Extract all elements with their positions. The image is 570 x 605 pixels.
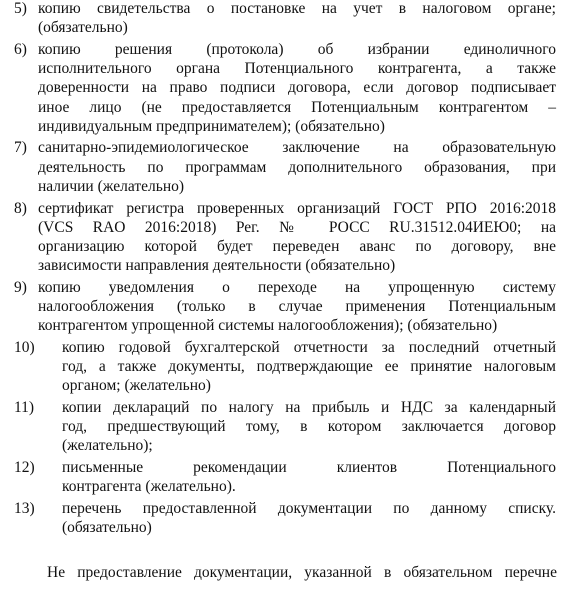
list-item-text bbox=[38, 458, 570, 496]
list-item-number: 6) bbox=[14, 40, 27, 58]
list-item bbox=[0, 398, 570, 456]
text-line: контрагента (желательно). bbox=[62, 478, 236, 496]
text-line: исполнительного органа Потенциального контрагента, а также bbox=[38, 60, 556, 78]
text-line: наличии (желательно) bbox=[38, 177, 185, 195]
list-item-text bbox=[38, 138, 570, 196]
list-item bbox=[0, 278, 570, 336]
list-item bbox=[0, 40, 570, 136]
list-item-number: 5) bbox=[14, 0, 27, 17]
list-item-text bbox=[38, 0, 570, 37]
text-line: копии деклараций по налогу на прибыль и НДС за календарный bbox=[62, 399, 556, 417]
text-line: налогообложения (только в случае применения Потенциальным bbox=[38, 298, 556, 316]
text-line: копию уведомления о переходе на упрощенную систему bbox=[38, 278, 556, 296]
text-line: деятельность по программам дополнительного образования, при bbox=[38, 158, 556, 176]
text-line: (обязательно) bbox=[38, 19, 128, 37]
text-line: (желательно); bbox=[62, 437, 153, 455]
list-item bbox=[0, 499, 570, 537]
list-item-text bbox=[38, 40, 570, 136]
list-item-text bbox=[38, 398, 570, 456]
text-line: доверенности на право подписи договора, если договор подписывает bbox=[38, 79, 556, 97]
text-line: год, предшествующий тому, в котором заключается договор bbox=[62, 418, 556, 436]
list-item-text bbox=[38, 338, 570, 396]
list-item bbox=[0, 0, 570, 37]
text-line: зависимости направления деятельности (обязательно) bbox=[38, 257, 396, 275]
text-line: копию годовой бухгалтерской отчетности за последний отчетный bbox=[62, 338, 556, 356]
text-line: сертификат регистра проверенных организаций ГОСТ РПО 2016:2018 bbox=[38, 199, 556, 217]
list-item-text bbox=[38, 278, 570, 336]
text-line: (обязательно) bbox=[62, 519, 152, 537]
list-item bbox=[0, 338, 570, 396]
list-item-number: 13) bbox=[14, 500, 35, 518]
list-item bbox=[0, 458, 570, 496]
list-item-text bbox=[38, 199, 570, 276]
text-line: организацию которой будет переведен аванс по договору, вне bbox=[38, 237, 556, 255]
text-line: контрагентом упрощенной системы налогообложения); (обязательно) bbox=[38, 317, 498, 335]
list-item-text bbox=[38, 499, 570, 537]
text-line: органом; (желательно) bbox=[62, 377, 211, 395]
text-line: санитарно-эпидемиологическое заключение на образовательную bbox=[38, 139, 556, 157]
text-line: письменные рекомендации клиентов Потенциального bbox=[62, 459, 556, 477]
text-line: копию свидетельства о постановке на учет в налоговом органе; bbox=[38, 0, 556, 17]
list-item bbox=[0, 138, 570, 196]
list-item-number: 11) bbox=[14, 399, 35, 417]
list-item-number: 10) bbox=[14, 338, 35, 356]
text-line: копию решения (протокола) об избрании единоличного bbox=[38, 40, 556, 58]
text-line: (VCS RAO 2016:2018) Рег. № РОСС RU.31512.04ИЕЮ0; на bbox=[38, 218, 556, 236]
text-line: индивидуальным предпринимателем); (обязательно) bbox=[38, 117, 385, 135]
list-item bbox=[0, 199, 570, 276]
list-item-number: 8) bbox=[14, 199, 27, 217]
closing-paragraph: Не предоставление документации, указанной в обязательном перечне bbox=[47, 564, 557, 581]
list-item-number: 9) bbox=[14, 278, 27, 296]
text-line: перечень предоставленной документации по данному списку. bbox=[62, 500, 556, 518]
text-line: иное лицо (не предоставляется Потенциальным контрагентом – bbox=[38, 98, 556, 116]
list-item-number: 12) bbox=[14, 459, 35, 477]
text-line: год, а также документы, подтверждающие ее принятие налоговым bbox=[62, 358, 556, 376]
list-item-number: 7) bbox=[14, 139, 27, 157]
